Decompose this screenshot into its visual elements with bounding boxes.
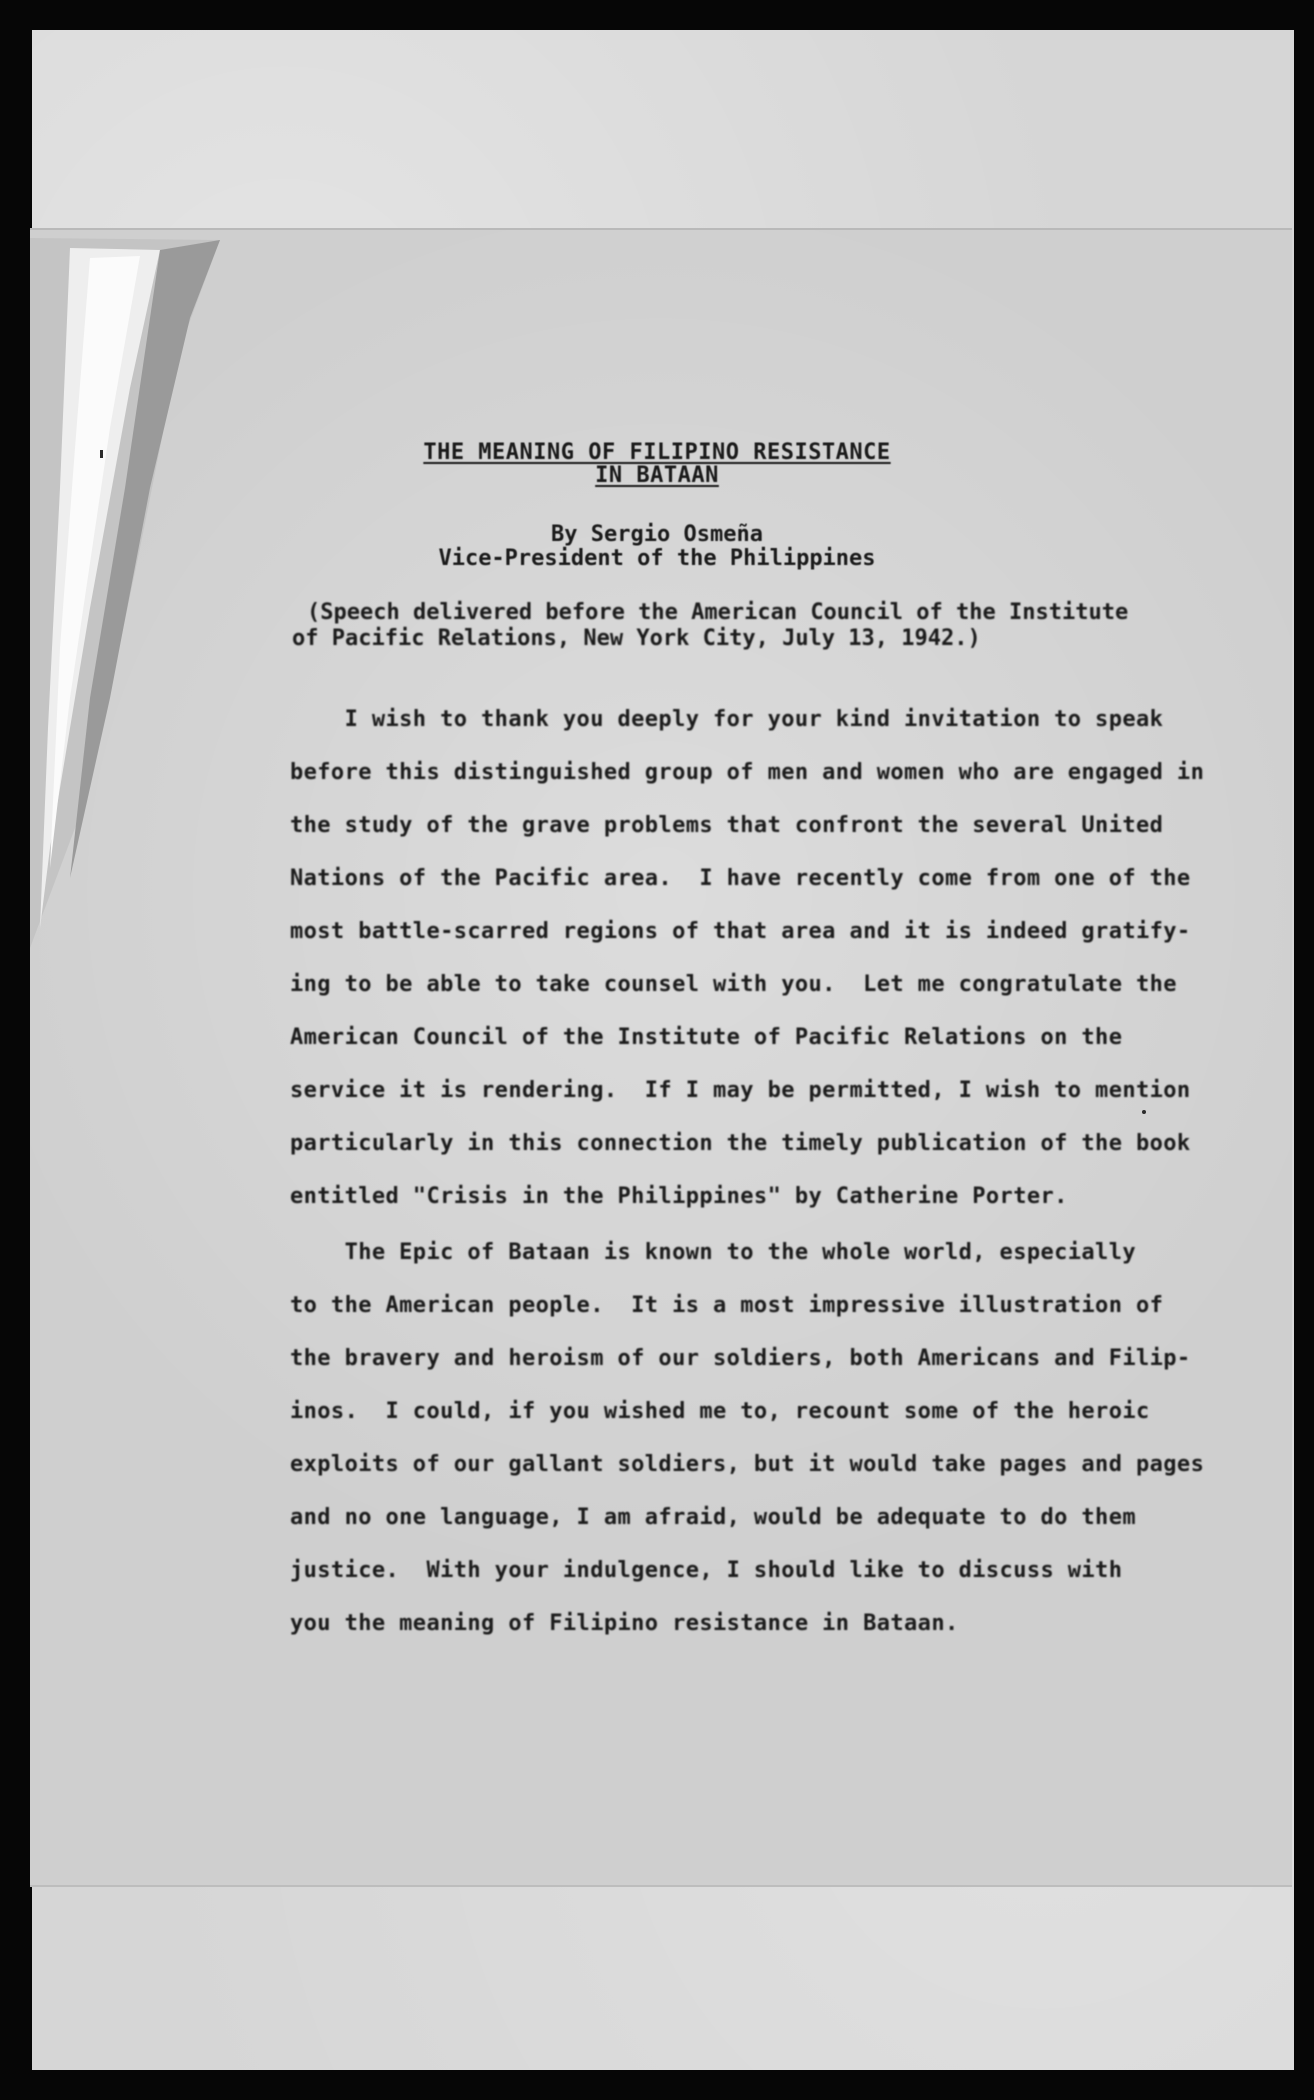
paragraph-line: American Council of the Institute of Pacific Relations on the <box>290 1025 1123 1050</box>
author-name: By Sergio Osmeña <box>551 522 763 547</box>
author-role: Vice-President of the Philippines <box>438 546 876 571</box>
paragraph-line: The Epic of Bataan is known to the whole world, especially <box>290 1240 1136 1265</box>
paragraph-line: to the American people. It is a most impressive illustration of <box>290 1293 1164 1318</box>
paragraph-line: the study of the grave problems that confront the several United <box>290 813 1164 838</box>
paragraph-line: service it is rendering. If I may be permitted, I wish to mention <box>290 1078 1191 1103</box>
paragraph-line: and no one language, I am afraid, would be adequate to do them <box>290 1505 1136 1530</box>
speech-note-line-2: of Pacific Relations, New York City, July 13, 1942.) <box>292 626 981 651</box>
paragraph-line: inos. I could, if you wished me to, recount some of the heroic <box>290 1399 1150 1424</box>
paragraph-line: exploits of our gallant soldiers, but it would take pages and pages <box>290 1452 1205 1477</box>
scan-speck <box>100 450 103 458</box>
paragraph-line: ing to be able to take counsel with you. Let me congratulate the <box>290 972 1177 997</box>
paragraph-line: you the meaning of Filipino resistance in Bataan. <box>290 1611 959 1636</box>
document-title-line-1: THE MEANING OF FILIPINO RESISTANCE <box>423 440 891 465</box>
paragraph-line: most battle-scarred regions of that area and it is indeed gratify- <box>290 919 1191 944</box>
speech-note-line-1: (Speech delivered before the American Council of the Institute <box>307 600 1129 625</box>
paragraph-line: justice. With your indulgence, I should like to discuss with <box>290 1558 1123 1583</box>
paragraph-line: entitled "Crisis in the Philippines" by Catherine Porter. <box>290 1184 1068 1209</box>
document-title-line-2: IN BATAAN <box>595 463 719 488</box>
paragraph-line: I wish to thank you deeply for your kind invitation to speak <box>290 707 1164 732</box>
paragraph-line: particularly in this connection the timely publication of the book <box>290 1131 1191 1156</box>
paragraph-line: Nations of the Pacific area. I have recently come from one of the <box>290 866 1191 891</box>
paragraph-line: before this distinguished group of men and women who are engaged in <box>290 760 1205 785</box>
paragraph-line: the bravery and heroism of our soldiers, both Americans and Filip- <box>290 1346 1191 1371</box>
scan-speck <box>1142 1110 1146 1114</box>
